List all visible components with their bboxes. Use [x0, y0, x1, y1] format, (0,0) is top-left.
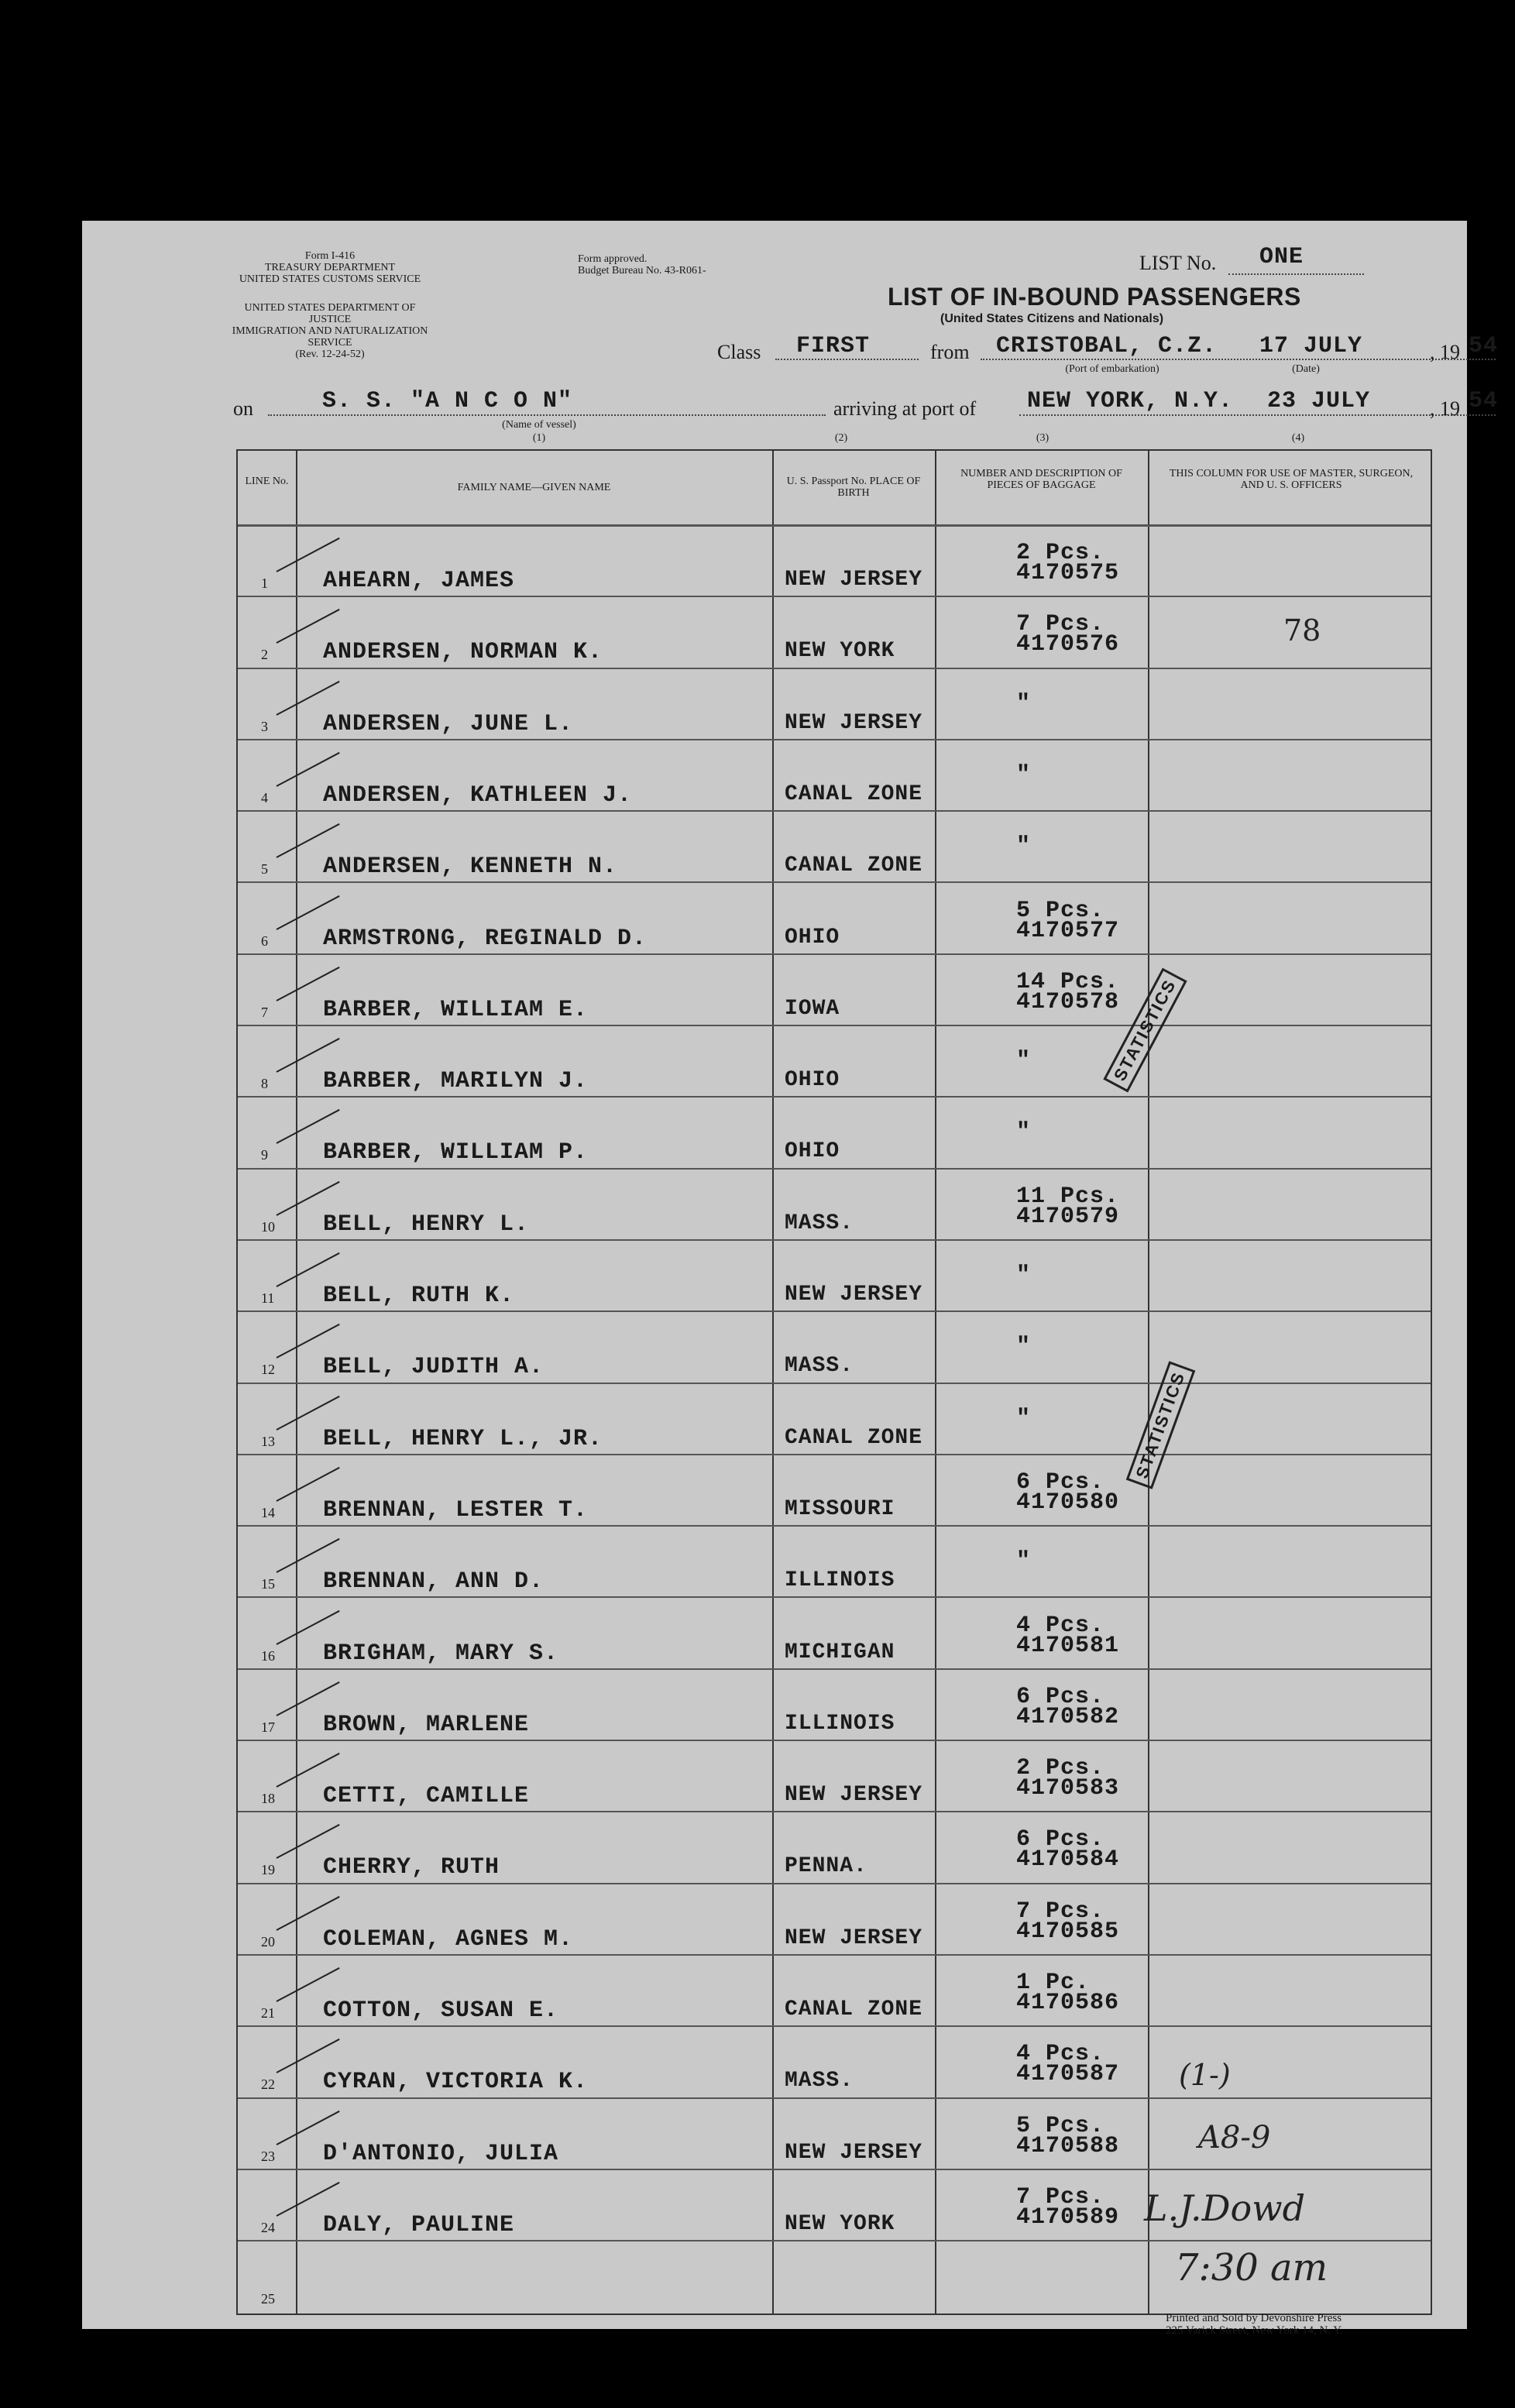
form-number: Form I-416 — [304, 250, 356, 262]
baggage-pieces: 4 Pcs. — [1016, 1612, 1105, 1639]
passenger-name: BELL, HENRY L., JR. — [323, 1425, 603, 1452]
vessel-line — [268, 414, 826, 416]
line-number: 21 — [261, 2005, 275, 2021]
document-subtitle: (United States Citizens and Nationals) — [940, 312, 1164, 325]
baggage-check-number: 4170582 — [1016, 1703, 1120, 1730]
form-approved: Form approved. — [578, 253, 648, 265]
passenger-name: BARBER, MARILYN J. — [323, 1068, 589, 1095]
column-header-baggage: NUMBER AND DESCRIPTION OF PIECES OF BAGGAGE — [960, 468, 1122, 491]
baggage-check-number: 4170576 — [1016, 631, 1120, 658]
inspection-time: 7:30 am — [1175, 2246, 1328, 2289]
passenger-name: COLEMAN, AGNES M. — [323, 1925, 574, 1953]
place-of-birth: OHIO — [785, 1068, 840, 1093]
place-of-birth: OHIO — [785, 925, 840, 950]
justice-dept: UNITED STATES DEPARTMENT OF JUSTICE — [244, 302, 416, 325]
arrival-year-prefix: , 19 — [1430, 397, 1460, 420]
line-number: 16 — [261, 1647, 275, 1664]
baggage-pieces: 4 Pcs. — [1016, 2041, 1105, 2068]
place-of-birth: MASS. — [785, 1354, 854, 1379]
passenger-name: ANDERSEN, NORMAN K. — [323, 639, 603, 666]
baggage-pieces: 1 Pc. — [1016, 1970, 1091, 1996]
place-of-birth: ILLINOIS — [785, 1711, 895, 1736]
place-of-birth: MISSOURI — [785, 1496, 895, 1521]
line-number: 12 — [261, 1362, 275, 1378]
baggage-check-number: 4170585 — [1016, 1918, 1120, 1945]
passenger-name: BRENNAN, ANN D. — [323, 1568, 545, 1596]
line-number: 23 — [261, 2148, 275, 2164]
customs-service: UNITED STATES CUSTOMS SERVICE — [239, 273, 421, 285]
table-row — [238, 739, 1431, 810]
line-number: 9 — [261, 1147, 268, 1163]
on-label: on — [233, 397, 253, 420]
class-label: Class — [717, 341, 761, 363]
table-row — [238, 668, 1431, 739]
place-of-birth: CANAL ZONE — [785, 1998, 923, 2022]
baggage-pieces: " — [1016, 1262, 1032, 1289]
baggage-pieces: 2 Pcs. — [1016, 540, 1105, 566]
printer-line-2: 225 Varick Street, New York 14, N. Y. — [1166, 2324, 1343, 2337]
baggage-pieces: 11 Pcs. — [1016, 1183, 1120, 1210]
passenger-name: BELL, RUTH K. — [323, 1283, 515, 1309]
passenger-name: CETTI, CAMILLE — [323, 1783, 530, 1810]
column-header-passport: U. S. Passport No. PLACE OF BIRTH — [786, 476, 921, 499]
inspector-signature: L.J.Dowd — [1144, 2187, 1306, 2229]
table-row — [238, 1239, 1431, 1310]
class-value: FIRST — [796, 333, 871, 359]
baggage-pieces: 5 Pcs. — [1016, 897, 1105, 924]
column-header-official-use: THIS COLUMN FOR USE OF MASTER, SURGEON, AND U. S. OFFICERS — [1169, 468, 1414, 491]
place-of-birth: OHIO — [785, 1139, 840, 1164]
port-embarkation-caption: (Port of embarkation) — [1065, 363, 1159, 375]
baggage-pieces: 2 Pcs. — [1016, 1755, 1105, 1782]
place-of-birth: IOWA — [785, 996, 840, 1021]
table-row — [238, 1096, 1431, 1167]
table-row — [238, 1883, 1431, 1954]
baggage-pieces: " — [1016, 833, 1032, 860]
from-year-prefix: , 19 — [1430, 341, 1460, 363]
justice-block — [229, 302, 431, 360]
baggage-pieces: 14 Pcs. — [1016, 968, 1120, 995]
column-header-line: LINE No. — [245, 476, 289, 487]
baggage-pieces: 6 Pcs. — [1016, 1683, 1105, 1710]
place-of-birth: NEW JERSEY — [785, 568, 923, 592]
baggage-pieces: " — [1016, 761, 1032, 788]
baggage-pieces: 5 Pcs. — [1016, 2112, 1105, 2139]
list-no-line — [1228, 273, 1364, 275]
from-year: 54 — [1469, 333, 1499, 359]
line-number: 7 — [261, 1004, 268, 1020]
place-of-birth: CANAL ZONE — [785, 1425, 923, 1450]
baggage-check-number: 4170575 — [1016, 560, 1120, 586]
table-row — [238, 1811, 1431, 1882]
passenger-name: BRIGHAM, MARY S. — [323, 1640, 559, 1667]
arrival-port: NEW YORK, N.Y. — [1027, 388, 1234, 414]
vessel-caption: (Name of vessel) — [502, 419, 576, 431]
table-row — [238, 1740, 1431, 1811]
line-number: 5 — [261, 861, 268, 878]
line-number: 1 — [261, 575, 268, 591]
passenger-name: BELL, HENRY L. — [323, 1211, 530, 1238]
table-row — [238, 810, 1431, 881]
place-of-birth: NEW JERSEY — [785, 1925, 923, 1950]
document-title: LIST OF IN-BOUND PASSENGERS — [888, 283, 1301, 311]
line-number: 8 — [261, 1076, 268, 1092]
place-of-birth: NEW YORK — [785, 2211, 895, 2236]
line-number: 20 — [261, 1933, 275, 1949]
place-of-birth: NEW JERSEY — [785, 1283, 923, 1307]
passenger-name: BROWN, MARLENE — [323, 1711, 530, 1738]
line-number: 25 — [261, 2291, 275, 2307]
column-number-2: (2) — [834, 432, 848, 444]
baggage-check-number: 4170583 — [1016, 1775, 1120, 1802]
table-row — [238, 524, 1431, 596]
arrival-year: 54 — [1469, 388, 1499, 414]
vessel-name: S. S. "A N C O N" — [322, 388, 573, 414]
list-no-value: ONE — [1259, 244, 1304, 270]
baggage-check-number: 4170589 — [1016, 2204, 1120, 2231]
printer-line-1: Printed and Sold by Devonshire Press — [1166, 2312, 1342, 2324]
table-row — [238, 596, 1431, 667]
revision-date: (Rev. 12-24-52) — [295, 349, 365, 360]
baggage-check-number: 4170587 — [1016, 2061, 1120, 2088]
arrival-date: 23 JULY — [1267, 388, 1371, 414]
statistics-stamp-2: STATISTICS — [1126, 1361, 1196, 1489]
passenger-name: DALY, PAULINE — [323, 2211, 515, 2238]
line-number: 17 — [261, 1719, 275, 1735]
line-number: 3 — [261, 718, 268, 734]
passenger-name: ANDERSEN, JUNE L. — [323, 710, 574, 737]
passenger-name: COTTON, SUSAN E. — [323, 1998, 559, 2024]
table-row — [238, 1454, 1431, 1525]
ins-service: IMMIGRATION AND NATURALIZATION SERVICE — [232, 325, 428, 349]
row2-handwritten-mark: 78 — [1283, 613, 1321, 648]
row23-handwritten-note: A8-9 — [1198, 2120, 1271, 2156]
passenger-table — [236, 449, 1432, 2315]
line-number: 22 — [261, 2077, 275, 2093]
statistics-stamp-1: STATISTICS — [1103, 968, 1187, 1093]
column-number-3: (3) — [1036, 432, 1050, 444]
baggage-pieces: " — [1016, 690, 1032, 717]
place-of-birth: MASS. — [785, 1211, 854, 1235]
column-header-name: FAMILY NAME—GIVEN NAME — [457, 482, 611, 493]
baggage-check-number: 4170579 — [1016, 1203, 1120, 1230]
line-number: 15 — [261, 1576, 275, 1592]
table-row — [238, 1525, 1431, 1596]
line-number: 10 — [261, 1218, 275, 1235]
place-of-birth: MASS. — [785, 2069, 854, 2094]
baggage-pieces: " — [1016, 1405, 1032, 1432]
printer-imprint — [1166, 2312, 1343, 2337]
baggage-check-number: 4170588 — [1016, 2132, 1120, 2159]
place-of-birth: NEW JERSEY — [785, 710, 923, 735]
line-number: 4 — [261, 789, 268, 806]
line-number: 2 — [261, 647, 268, 663]
table-row — [238, 2025, 1431, 2097]
baggage-pieces: " — [1016, 1334, 1032, 1361]
place-of-birth: CANAL ZONE — [785, 781, 923, 806]
arriving-label: arriving at port of — [833, 397, 977, 420]
budget-bureau: Budget Bureau No. 43-R061- — [578, 265, 706, 277]
embarkation-date: 17 JULY — [1259, 333, 1363, 359]
baggage-pieces: " — [1016, 1548, 1032, 1575]
table-row — [238, 1597, 1431, 1668]
line-number: 13 — [261, 1433, 275, 1449]
column-number-4: (4) — [1291, 432, 1305, 444]
approval-block — [578, 253, 771, 277]
table-row — [238, 953, 1431, 1025]
table-row — [238, 1168, 1431, 1239]
place-of-birth: CANAL ZONE — [785, 854, 923, 878]
table-row — [238, 882, 1431, 953]
passenger-name: BARBER, WILLIAM E. — [323, 996, 589, 1023]
row22-handwritten-note: (1-) — [1179, 2058, 1231, 2092]
baggage-pieces: 7 Pcs. — [1016, 1898, 1105, 1925]
passenger-name: D'ANTONIO, JULIA — [323, 2140, 559, 2167]
line-number: 11 — [261, 1290, 275, 1306]
line-number: 18 — [261, 1791, 275, 1807]
baggage-check-number: 4170586 — [1016, 1990, 1120, 2016]
passenger-name: BARBER, WILLIAM P. — [323, 1139, 589, 1166]
from-label: from — [930, 341, 970, 363]
passenger-name: ANDERSEN, KENNETH N. — [323, 854, 618, 881]
form-id-block — [222, 250, 438, 285]
baggage-pieces: " — [1016, 1119, 1032, 1146]
baggage-check-number: 4170578 — [1016, 988, 1120, 1015]
line-number: 6 — [261, 933, 268, 949]
baggage-check-number: 4170580 — [1016, 1489, 1120, 1516]
table-row — [238, 1025, 1431, 1096]
treasury-dept: TREASURY DEPARTMENT — [264, 262, 396, 273]
passenger-name: ARMSTRONG, REGINALD D. — [323, 925, 648, 952]
table-row — [238, 1954, 1431, 2025]
line-number: 24 — [261, 2219, 275, 2235]
baggage-check-number: 4170584 — [1016, 1846, 1120, 1874]
baggage-pieces: 7 Pcs. — [1016, 2183, 1105, 2210]
baggage-pieces: 6 Pcs. — [1016, 1469, 1105, 1496]
baggage-pieces: 7 Pcs. — [1016, 611, 1105, 638]
place-of-birth: ILLINOIS — [785, 1568, 895, 1593]
passenger-name: ANDERSEN, KATHLEEN J. — [323, 781, 633, 809]
passenger-name: AHEARN, JAMES — [323, 568, 515, 594]
baggage-check-number: 4170577 — [1016, 917, 1120, 944]
place-of-birth: MICHIGAN — [785, 1640, 895, 1664]
place-of-birth: NEW YORK — [785, 639, 895, 664]
table-row — [238, 1668, 1431, 1740]
place-of-birth: NEW JERSEY — [785, 2140, 923, 2165]
place-of-birth: NEW JERSEY — [785, 1783, 923, 1808]
date-caption: (Date) — [1292, 363, 1320, 375]
embarkation-port: CRISTOBAL, C.Z. — [996, 333, 1218, 359]
baggage-check-number: 4170581 — [1016, 1632, 1120, 1659]
line-number: 19 — [261, 1862, 275, 1878]
place-of-birth: PENNA. — [785, 1854, 867, 1879]
passenger-name: BELL, JUDITH A. — [323, 1354, 545, 1381]
line-number: 14 — [261, 1504, 275, 1520]
passenger-name: BRENNAN, LESTER T. — [323, 1496, 589, 1523]
table-row — [238, 1383, 1431, 1454]
arrival-line — [1019, 414, 1496, 416]
passenger-name: CYRAN, VICTORIA K. — [323, 2069, 589, 2096]
baggage-pieces: 6 Pcs. — [1016, 1826, 1105, 1853]
passenger-name: CHERRY, RUTH — [323, 1854, 500, 1881]
baggage-pieces: " — [1016, 1048, 1032, 1075]
vessel-column-number: (1) — [532, 432, 546, 444]
table-row — [238, 1310, 1431, 1382]
list-no-label: LIST No. — [1139, 252, 1217, 274]
